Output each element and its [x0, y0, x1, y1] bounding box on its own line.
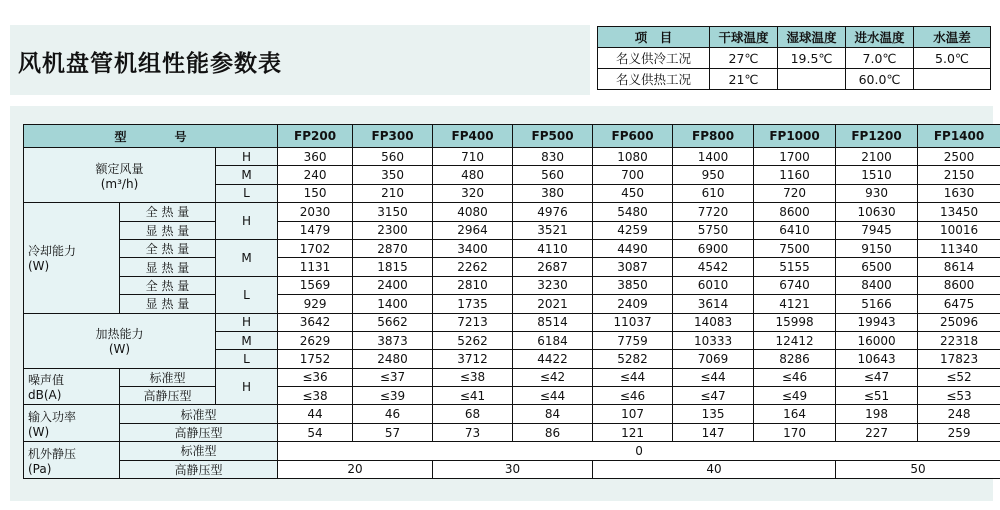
- noise-row: [24, 368, 1000, 386]
- model-header-cell: FP400: [433, 125, 513, 148]
- noise-unit: dB(A): [28, 388, 62, 403]
- value-cell: 170: [754, 423, 836, 441]
- value-cell: 1479: [278, 221, 353, 239]
- value-cell: 73: [433, 423, 513, 441]
- value-cell: 1815: [353, 258, 433, 276]
- value-cell: 480: [433, 166, 513, 184]
- power-row: [24, 405, 1000, 423]
- speed-label: H: [216, 203, 278, 240]
- value-cell: ≤46: [593, 387, 673, 405]
- model-header-cell: FP200: [278, 125, 353, 148]
- value-cell: ≤38: [433, 368, 513, 386]
- noise-row: [24, 387, 1000, 405]
- value-cell: 8614: [918, 258, 1000, 276]
- type-label: 高静压型: [120, 423, 278, 441]
- value-cell: 54: [278, 423, 353, 441]
- value-cell: 10630: [836, 203, 918, 221]
- value-cell: 1400: [673, 148, 754, 166]
- static-pressure-row: [24, 460, 1000, 478]
- value-cell: 25096: [918, 313, 1000, 331]
- value-cell: 7069: [673, 350, 754, 368]
- conditions-header-dry-bulb: 干球温度: [710, 27, 778, 48]
- value-cell: 10016: [918, 221, 1000, 239]
- heating-unit: (W): [108, 342, 131, 357]
- table-header-row: [24, 125, 1000, 148]
- value-cell: 1700: [754, 148, 836, 166]
- heat-type-label: 全 热 量: [120, 276, 216, 294]
- value-cell: 2100: [836, 148, 918, 166]
- conditions-header-water-diff: 水温差: [914, 27, 991, 48]
- type-label: 标准型: [120, 405, 278, 423]
- value-cell: 1569: [278, 276, 353, 294]
- cooling-section: [24, 203, 120, 313]
- value-cell: 50: [836, 460, 1000, 478]
- cooling-row: [24, 258, 1000, 276]
- value-cell: 0: [278, 442, 1000, 460]
- value-cell: 930: [836, 184, 918, 202]
- speed-label: H: [216, 313, 278, 331]
- value-cell: 44: [278, 405, 353, 423]
- model-header-cell: FP1200: [836, 125, 918, 148]
- value-cell: ≤38: [278, 387, 353, 405]
- value-cell: 8286: [754, 350, 836, 368]
- model-header-cell: FP800: [673, 125, 754, 148]
- value-cell: 10643: [836, 350, 918, 368]
- airflow-label: 额定风量: [95, 161, 144, 176]
- value-cell: 4490: [593, 239, 673, 257]
- value-cell: 3642: [278, 313, 353, 331]
- value-cell: 7759: [593, 331, 673, 349]
- static-pressure-section: [24, 442, 120, 479]
- model-header: 型 号: [24, 125, 278, 148]
- airflow-row: [24, 148, 1000, 166]
- value-cell: 2150: [918, 166, 1000, 184]
- value-cell: 150: [278, 184, 353, 202]
- value-cell: 3150: [353, 203, 433, 221]
- value-cell: 5480: [593, 203, 673, 221]
- value-cell: ≤47: [673, 387, 754, 405]
- value-cell: 5166: [836, 295, 918, 313]
- value-cell: 57: [353, 423, 433, 441]
- power-label: 输入功率: [28, 409, 77, 424]
- value-cell: 227: [836, 423, 918, 441]
- speed-label: H: [216, 148, 278, 166]
- value-cell: 560: [353, 148, 433, 166]
- value-cell: 2964: [433, 221, 513, 239]
- value-cell: ≤51: [836, 387, 918, 405]
- value-cell: 8600: [918, 276, 1000, 294]
- value-cell: 8514: [513, 313, 593, 331]
- value-cell: ≤39: [353, 387, 433, 405]
- value-cell: 1080: [593, 148, 673, 166]
- value-cell: 1735: [433, 295, 513, 313]
- conditions-cell: [778, 69, 846, 90]
- value-cell: 2810: [433, 276, 513, 294]
- value-cell: 147: [673, 423, 754, 441]
- value-cell: 1160: [754, 166, 836, 184]
- type-label: 高静压型: [120, 460, 278, 478]
- value-cell: 350: [353, 166, 433, 184]
- value-cell: 84: [513, 405, 593, 423]
- value-cell: ≤41: [433, 387, 513, 405]
- value-cell: 240: [278, 166, 353, 184]
- value-cell: 360: [278, 148, 353, 166]
- value-cell: 20: [278, 460, 433, 478]
- type-label: 高静压型: [120, 387, 216, 405]
- value-cell: 3400: [433, 239, 513, 257]
- value-cell: 46: [353, 405, 433, 423]
- value-cell: 3850: [593, 276, 673, 294]
- value-cell: 5282: [593, 350, 673, 368]
- value-cell: 4259: [593, 221, 673, 239]
- value-cell: 4422: [513, 350, 593, 368]
- conditions-header-wet-bulb: 湿球温度: [778, 27, 846, 48]
- value-cell: 380: [513, 184, 593, 202]
- value-cell: ≤52: [918, 368, 1000, 386]
- value-cell: 22318: [918, 331, 1000, 349]
- value-cell: 3230: [513, 276, 593, 294]
- conditions-cell: 27℃: [710, 48, 778, 69]
- value-cell: 2300: [353, 221, 433, 239]
- title-band: [10, 25, 590, 95]
- conditions-header-row: [598, 27, 991, 48]
- value-cell: 7213: [433, 313, 513, 331]
- heating-row: [24, 313, 1000, 331]
- value-cell: 3614: [673, 295, 754, 313]
- static-pressure-label: 机外静压: [28, 446, 77, 461]
- page-title: 风机盘管机组性能参数表: [18, 51, 282, 77]
- value-cell: 2870: [353, 239, 433, 257]
- value-cell: 4110: [513, 239, 593, 257]
- value-cell: 11037: [593, 313, 673, 331]
- heat-type-label: 显 热 量: [120, 295, 216, 313]
- speed-label: M: [216, 331, 278, 349]
- speed-label: L: [216, 184, 278, 202]
- value-cell: 4542: [673, 258, 754, 276]
- cooling-row: [24, 276, 1000, 294]
- value-cell: 6740: [754, 276, 836, 294]
- value-cell: 2400: [353, 276, 433, 294]
- value-cell: 5662: [353, 313, 433, 331]
- value-cell: 320: [433, 184, 513, 202]
- value-cell: 16000: [836, 331, 918, 349]
- conditions-table: [597, 26, 991, 90]
- conditions-cell: 21℃: [710, 69, 778, 90]
- static-pressure-row: [24, 442, 1000, 460]
- model-header-cell: FP300: [353, 125, 433, 148]
- value-cell: 164: [754, 405, 836, 423]
- conditions-cell: 7.0℃: [846, 48, 914, 69]
- value-cell: 8400: [836, 276, 918, 294]
- value-cell: 6410: [754, 221, 836, 239]
- value-cell: 560: [513, 166, 593, 184]
- value-cell: 14083: [673, 313, 754, 331]
- value-cell: 700: [593, 166, 673, 184]
- value-cell: ≤53: [918, 387, 1000, 405]
- heat-type-label: 显 热 量: [120, 258, 216, 276]
- cooling-unit: (W): [28, 259, 50, 274]
- value-cell: 13450: [918, 203, 1000, 221]
- value-cell: 1752: [278, 350, 353, 368]
- value-cell: 6500: [836, 258, 918, 276]
- conditions-row-heating: [598, 69, 991, 90]
- value-cell: 610: [673, 184, 754, 202]
- value-cell: 1702: [278, 239, 353, 257]
- heating-section: [24, 313, 216, 368]
- value-cell: 929: [278, 295, 353, 313]
- value-cell: 7500: [754, 239, 836, 257]
- value-cell: 5750: [673, 221, 754, 239]
- speed-label: L: [216, 276, 278, 313]
- value-cell: 4080: [433, 203, 513, 221]
- power-row: [24, 423, 1000, 441]
- value-cell: 830: [513, 148, 593, 166]
- value-cell: 2629: [278, 331, 353, 349]
- speed-label: M: [216, 239, 278, 276]
- value-cell: 40: [593, 460, 836, 478]
- value-cell: 3712: [433, 350, 513, 368]
- heating-label: 加热能力: [95, 327, 144, 342]
- value-cell: 30: [433, 460, 593, 478]
- value-cell: 2262: [433, 258, 513, 276]
- value-cell: 5155: [754, 258, 836, 276]
- value-cell: 19943: [836, 313, 918, 331]
- value-cell: 2500: [918, 148, 1000, 166]
- value-cell: 2409: [593, 295, 673, 313]
- power-unit: (W): [28, 424, 50, 439]
- airflow-unit: (m³/h): [100, 176, 139, 191]
- value-cell: ≤49: [754, 387, 836, 405]
- value-cell: 7720: [673, 203, 754, 221]
- airflow-section: [24, 148, 216, 203]
- power-section: [24, 405, 120, 442]
- value-cell: 3873: [353, 331, 433, 349]
- value-cell: ≤47: [836, 368, 918, 386]
- value-cell: ≤46: [754, 368, 836, 386]
- value-cell: 6184: [513, 331, 593, 349]
- value-cell: 210: [353, 184, 433, 202]
- conditions-row-label: 名义供冷工况: [598, 48, 710, 69]
- noise-label: 噪声值: [28, 373, 65, 388]
- value-cell: 17823: [918, 350, 1000, 368]
- value-cell: 6900: [673, 239, 754, 257]
- value-cell: 4121: [754, 295, 836, 313]
- cooling-row: [24, 295, 1000, 313]
- value-cell: ≤44: [593, 368, 673, 386]
- value-cell: 248: [918, 405, 1000, 423]
- conditions-header-item: 项 目: [598, 27, 710, 48]
- model-header-cell: FP500: [513, 125, 593, 148]
- speed-label: L: [216, 350, 278, 368]
- conditions-cell: 60.0℃: [846, 69, 914, 90]
- value-cell: ≤44: [513, 387, 593, 405]
- type-label: 标准型: [120, 368, 216, 386]
- noise-section: [24, 368, 120, 405]
- value-cell: 135: [673, 405, 754, 423]
- value-cell: 1131: [278, 258, 353, 276]
- value-cell: ≤44: [673, 368, 754, 386]
- value-cell: 86: [513, 423, 593, 441]
- value-cell: 2021: [513, 295, 593, 313]
- value-cell: 15998: [754, 313, 836, 331]
- model-header-cell: FP600: [593, 125, 673, 148]
- value-cell: ≤37: [353, 368, 433, 386]
- value-cell: 1630: [918, 184, 1000, 202]
- value-cell: 3521: [513, 221, 593, 239]
- value-cell: 121: [593, 423, 673, 441]
- cooling-row: [24, 239, 1000, 257]
- value-cell: 12412: [754, 331, 836, 349]
- speed-label: H: [216, 368, 278, 405]
- static-pressure-unit: (Pa): [28, 461, 52, 476]
- value-cell: 710: [433, 148, 513, 166]
- value-cell: 4976: [513, 203, 593, 221]
- conditions-header-inlet-water: 进水温度: [846, 27, 914, 48]
- conditions-row-cooling: [598, 48, 991, 69]
- value-cell: 5262: [433, 331, 513, 349]
- value-cell: 107: [593, 405, 673, 423]
- value-cell: 2030: [278, 203, 353, 221]
- conditions-cell: 19.5℃: [778, 48, 846, 69]
- value-cell: 2687: [513, 258, 593, 276]
- cooling-label: 冷却能力: [28, 244, 77, 259]
- value-cell: 198: [836, 405, 918, 423]
- value-cell: 6010: [673, 276, 754, 294]
- value-cell: 6475: [918, 295, 1000, 313]
- conditions-cell: [914, 69, 991, 90]
- conditions-row-label: 名义供热工况: [598, 69, 710, 90]
- value-cell: 450: [593, 184, 673, 202]
- value-cell: 2480: [353, 350, 433, 368]
- value-cell: 950: [673, 166, 754, 184]
- value-cell: 1510: [836, 166, 918, 184]
- value-cell: 720: [754, 184, 836, 202]
- conditions-cell: 5.0℃: [914, 48, 991, 69]
- value-cell: ≤36: [278, 368, 353, 386]
- value-cell: 259: [918, 423, 1000, 441]
- model-header-cell: FP1400: [918, 125, 1000, 148]
- heat-type-label: 全 热 量: [120, 239, 216, 257]
- heat-type-label: 显 热 量: [120, 221, 216, 239]
- value-cell: 7945: [836, 221, 918, 239]
- value-cell: 1400: [353, 295, 433, 313]
- value-cell: 11340: [918, 239, 1000, 257]
- type-label: 标准型: [120, 442, 278, 460]
- value-cell: 10333: [673, 331, 754, 349]
- value-cell: 9150: [836, 239, 918, 257]
- value-cell: ≤42: [513, 368, 593, 386]
- speed-label: M: [216, 166, 278, 184]
- value-cell: 68: [433, 405, 513, 423]
- cooling-row: [24, 221, 1000, 239]
- heat-type-label: 全 热 量: [120, 203, 216, 221]
- spec-table: [23, 124, 1000, 479]
- model-header-cell: FP1000: [754, 125, 836, 148]
- cooling-row: [24, 203, 1000, 221]
- value-cell: 3087: [593, 258, 673, 276]
- value-cell: 8600: [754, 203, 836, 221]
